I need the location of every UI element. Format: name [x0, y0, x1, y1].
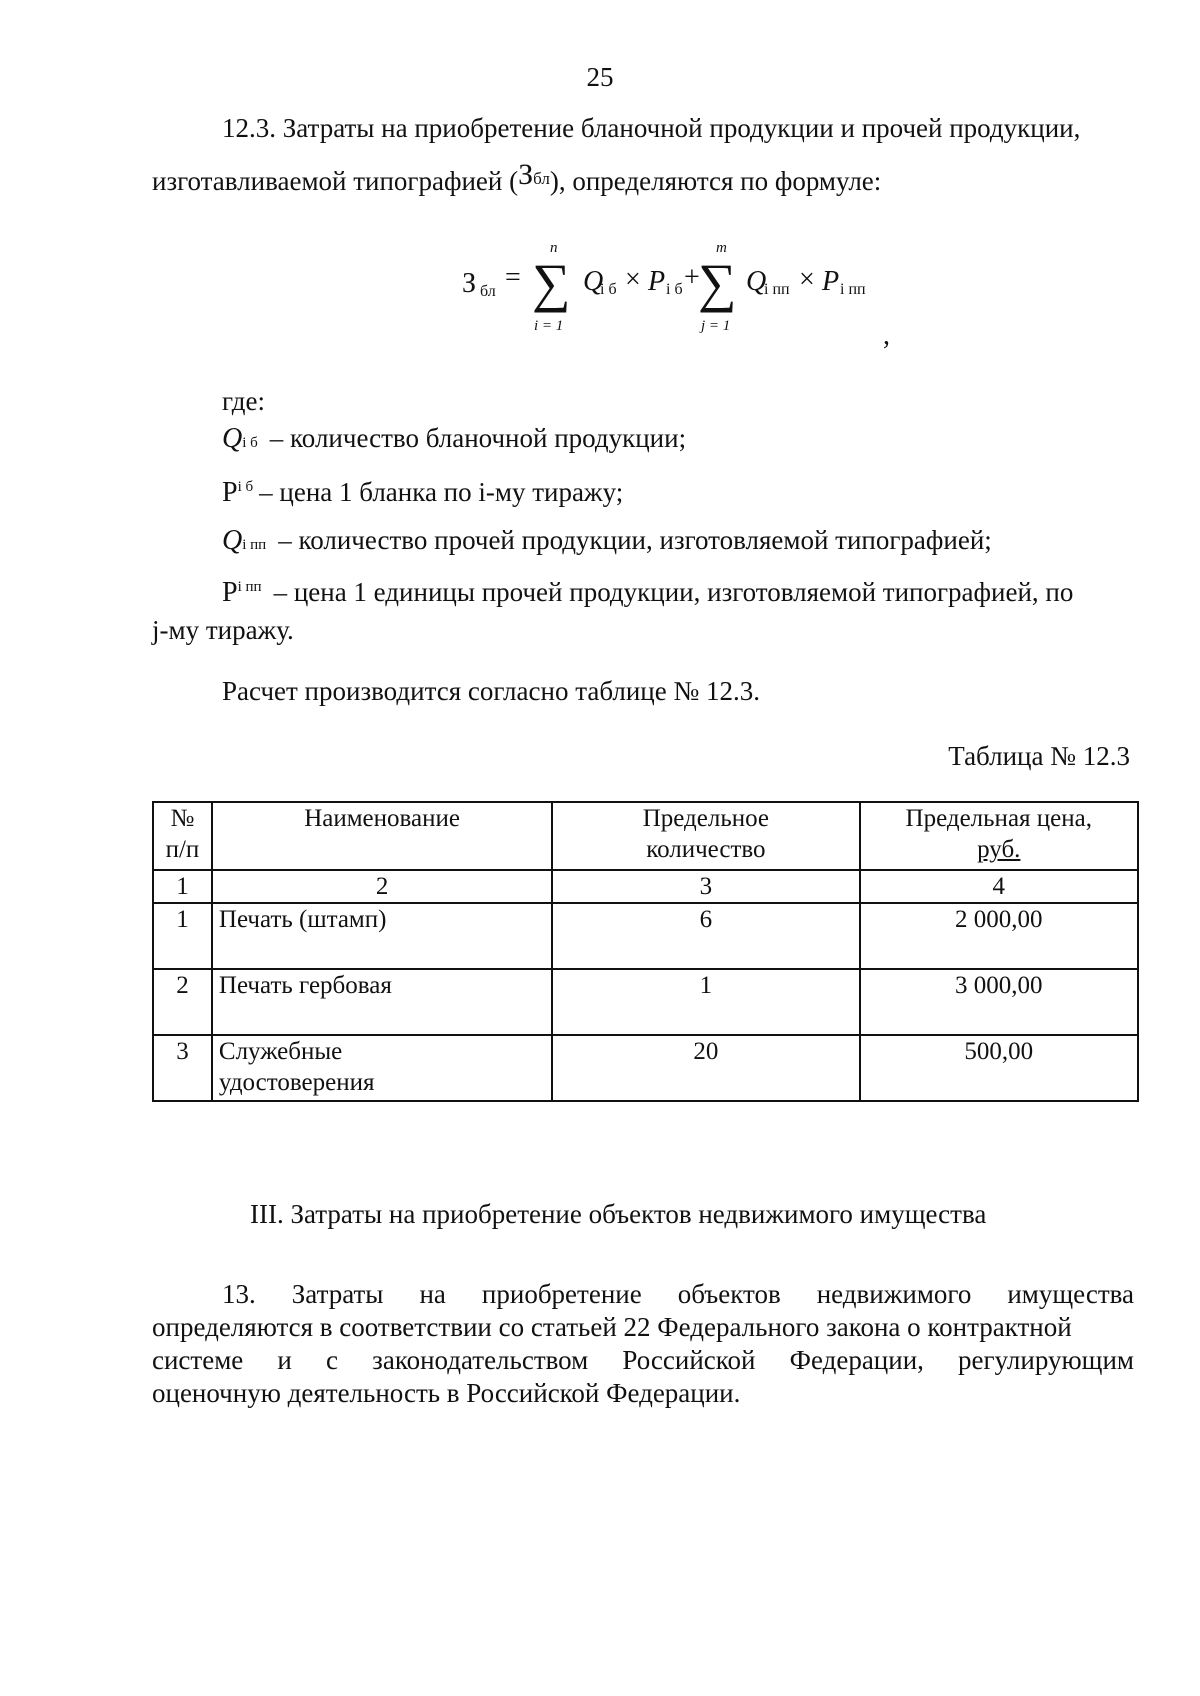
def-text: – цена 1 единицы прочей продукции, изготовляемой типографией, по [273, 577, 1074, 607]
paragraph-13-line4: оценочную деятельность в Российской Федерации. [152, 1378, 741, 1408]
p2: P [822, 266, 840, 297]
sigma-1-icon: ∑ [532, 253, 571, 313]
cell-num: 3 [153, 1035, 212, 1101]
table-header-row [153, 802, 1138, 870]
def-text: – количество бланочной продукции; [269, 423, 687, 453]
index-cell: 1 [153, 870, 212, 903]
table-row [153, 969, 1138, 1035]
header-num [153, 802, 212, 870]
sum1-upper: n [550, 240, 558, 256]
def-symbol-sub: i б [242, 435, 258, 451]
paragraph-12-3-line2 [152, 158, 882, 201]
cell-name-line1: Печать (штамп) [218, 906, 387, 933]
definition-q-b [222, 422, 686, 455]
q1: Q [583, 266, 604, 297]
formula-lhs-sub: бл [480, 283, 496, 300]
cell-name [212, 903, 552, 969]
def-symbol-sub: i б [237, 479, 254, 495]
paragraph-12-3-line1: 12.3. Затраты на приобретение бланочной продукции и прочей продукции, [222, 113, 1081, 143]
formula-lhs: З [462, 268, 477, 299]
header-price-line1: Предельная цена, [905, 805, 1092, 832]
def-symbol-sub: i пп [242, 537, 267, 553]
def-symbol: Q [222, 423, 243, 454]
times-2: × [799, 264, 815, 295]
index-cell: 3 [552, 870, 859, 903]
cell-price: 3 000,00 [860, 969, 1138, 1035]
definition-q-pp [222, 524, 992, 557]
table-row [153, 903, 1138, 969]
p1-sub: i б [666, 281, 683, 298]
header-name: Наименование [212, 802, 552, 870]
formula-comma: , [883, 320, 890, 351]
q1-sub: i б [600, 281, 617, 298]
calc-note: Расчет производится согласно таблице № 12.3. [222, 676, 760, 706]
def-text: – количество прочей продукции, изготовляемой типографией; [278, 525, 992, 555]
cell-qty: 1 [552, 969, 859, 1035]
def-symbol: Q [222, 525, 243, 556]
cell-num: 2 [153, 969, 212, 1035]
q2: Q [746, 266, 767, 297]
cell-qty: 6 [552, 903, 859, 969]
cell-name-line1: Печать гербовая [218, 972, 392, 999]
header-price-line2: руб. [977, 836, 1021, 863]
cell-name-line2: удостоверения [218, 1069, 375, 1096]
index-cell: 4 [860, 870, 1138, 903]
p1: P [648, 266, 666, 297]
times-1: × [625, 264, 641, 295]
def-symbol-sub: i пп [237, 579, 262, 595]
cell-name-line1: Служебные [218, 1038, 343, 1065]
table-caption: Таблица № 12.3 [948, 741, 1130, 771]
def-text: – цена 1 бланка по i-му тиражу; [259, 477, 624, 507]
table-index-row [153, 870, 1138, 903]
p2-sub: i пп [840, 281, 866, 298]
plus: + [684, 262, 700, 293]
table-row [153, 1035, 1138, 1101]
where-label: где: [222, 386, 265, 416]
cell-num: 1 [153, 903, 212, 969]
cell-price: 2 000,00 [860, 903, 1138, 969]
definition-p-b [222, 476, 623, 509]
symbol-z: З [518, 158, 534, 191]
cell-name [212, 1035, 552, 1101]
section-iii-heading: III. Затраты на приобретение объектов недвижимого имущества [250, 1199, 987, 1229]
definition-continuation: j-му тиражу. [152, 615, 294, 645]
header-qty-line1: Предельное [642, 805, 770, 832]
header-num-line2: п/п [165, 836, 200, 863]
paragraph-text: ), определяются по формуле: [549, 166, 882, 196]
header-price [860, 802, 1138, 870]
header-qty [552, 802, 859, 870]
header-num-line1: № [170, 805, 195, 832]
sum1-lower: i = 1 [534, 318, 564, 334]
paragraph-13-line3: системе и с законодательством Российской Федерации, регулирующим [152, 1345, 1134, 1375]
q2-sub: i пп [764, 281, 790, 298]
def-symbol: P [222, 477, 238, 508]
page-number: 25 [586, 62, 614, 92]
paragraph-13-line1: 13. Затраты на приобретение объектов недвижимого имущества [222, 1279, 1134, 1309]
cell-name [212, 969, 552, 1035]
def-symbol: P [222, 577, 238, 608]
paragraph-text: изготавливаемой типографией ( [152, 166, 519, 196]
sigma-2-icon: ∑ [698, 253, 737, 313]
paragraph-13-line2: определяются в соответствии со статьей 22 Федерального закона о контрактной [152, 1312, 1072, 1342]
index-cell: 2 [212, 870, 552, 903]
symbol-z-sub: бл [533, 169, 550, 188]
sum2-lower: j = 1 [701, 318, 731, 334]
cell-price: 500,00 [860, 1035, 1138, 1101]
definition-p-pp [222, 576, 1073, 609]
sum2-upper: m [716, 240, 727, 256]
header-qty-line2: количество [646, 836, 766, 863]
cell-qty: 20 [552, 1035, 859, 1101]
norms-table [152, 801, 1139, 1102]
formula-eq: = [505, 262, 521, 293]
